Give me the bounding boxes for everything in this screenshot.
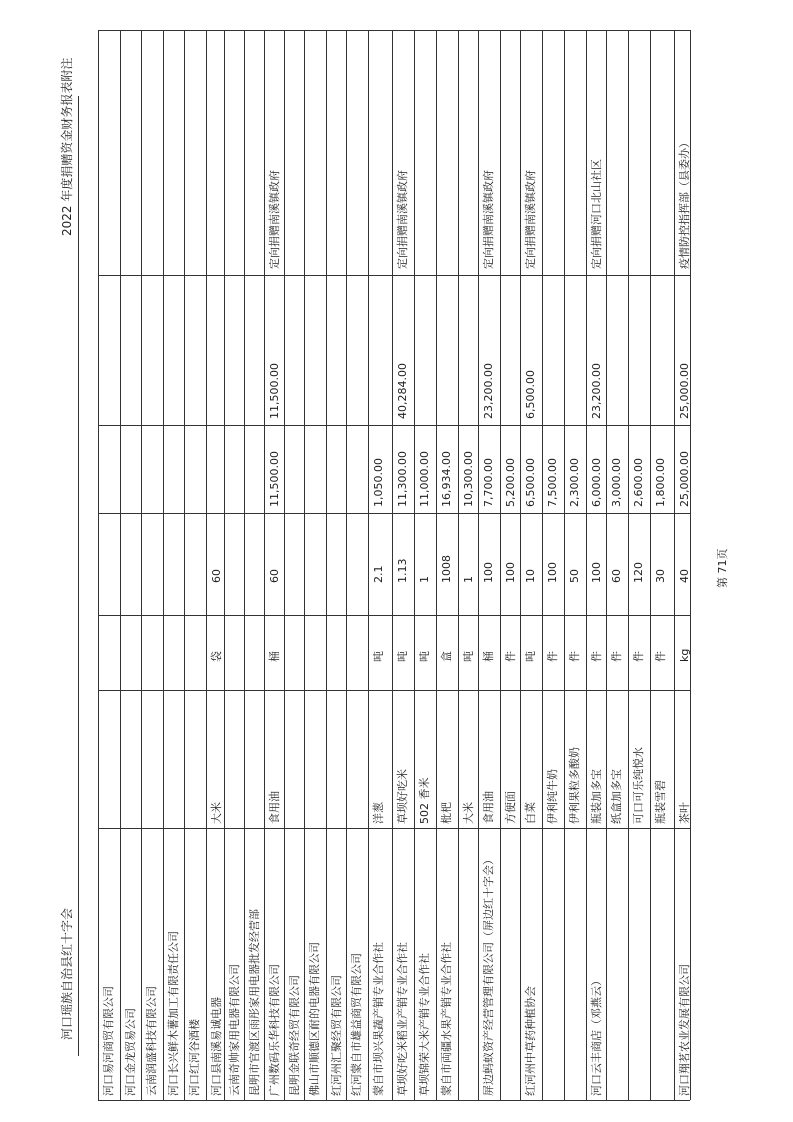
row-divider bbox=[244, 30, 245, 1100]
remark-cell: 定向捐赠南溪镇政府 bbox=[524, 170, 537, 269]
unit-cell: 桶 bbox=[268, 651, 281, 662]
item-cell: 瓶装雪碧 bbox=[654, 780, 667, 824]
donor-cell: 云南奇帅家用电器有限公司 bbox=[228, 964, 241, 1096]
donor-cell: 河口红河谷酒楼 bbox=[188, 1019, 201, 1096]
column-divider bbox=[98, 690, 690, 691]
donor-cell: 昆明市官渡区雨彤家用电器批发经营部 bbox=[248, 909, 261, 1096]
amount-cell: 11,300.00 bbox=[396, 451, 409, 507]
remark-cell: 定向捐赠南溪镇政府 bbox=[482, 170, 495, 269]
column-divider bbox=[98, 425, 690, 426]
unit-cell: 盒 bbox=[440, 651, 453, 662]
amount-cell: 25,000.00 bbox=[678, 451, 691, 507]
donor-cell: 红河州中草药种植协会 bbox=[524, 986, 537, 1096]
donor-cell: 河口云丰商店（邓燕云） bbox=[590, 975, 603, 1096]
table-border-bottom bbox=[98, 1100, 690, 1101]
column-divider bbox=[98, 513, 690, 514]
row-divider bbox=[224, 30, 225, 1100]
item-cell: 可口可乐纯悦水 bbox=[632, 747, 645, 824]
donor-cell: 云南润盛科技有限公司 bbox=[145, 986, 158, 1096]
row-divider bbox=[304, 30, 305, 1100]
table-border-left bbox=[98, 30, 99, 1100]
amount-cell: 11,000.00 bbox=[418, 451, 431, 507]
unit-cell: 吨 bbox=[524, 651, 537, 662]
amount-cell: 1,050.00 bbox=[372, 458, 385, 507]
item-cell: 大米 bbox=[210, 802, 223, 824]
unit-cell: 吨 bbox=[462, 651, 475, 662]
unit-cell: 件 bbox=[546, 651, 559, 662]
amount-cell: 2,600.00 bbox=[632, 458, 645, 507]
unit-cell: 件 bbox=[654, 651, 667, 662]
item-cell: 洋葱 bbox=[372, 802, 385, 824]
donor-cell: 红河蒙自市雄益商贸有限公司 bbox=[350, 953, 363, 1096]
row-divider bbox=[520, 30, 521, 1100]
item-cell: 食用油 bbox=[268, 791, 281, 824]
amount-cell: 11,500.00 bbox=[268, 451, 281, 507]
unit-cell: 袋 bbox=[210, 651, 223, 662]
row-divider bbox=[392, 30, 393, 1100]
total-cell: 6,500.00 bbox=[524, 370, 537, 419]
qty-cell: 40 bbox=[678, 569, 691, 583]
qty-cell: 1008 bbox=[440, 555, 453, 583]
header-right: 2022 年度捐赠资金财务报表附注 bbox=[60, 57, 74, 236]
unit-cell: 吨 bbox=[418, 651, 431, 662]
row-divider bbox=[650, 30, 651, 1100]
table-border-top bbox=[98, 30, 690, 31]
amount-cell: 3,000.00 bbox=[610, 458, 623, 507]
qty-cell: 100 bbox=[482, 562, 495, 583]
total-cell: 40,284.00 bbox=[396, 363, 409, 419]
total-cell: 23,200.00 bbox=[590, 363, 603, 419]
item-cell: 草坝好吃米 bbox=[396, 769, 409, 824]
remark-cell: 定向捐赠河口北山社区 bbox=[590, 159, 603, 269]
row-divider bbox=[564, 30, 565, 1100]
row-divider bbox=[284, 30, 285, 1100]
donor-cell: 昆明金联奇经贸有限公司 bbox=[288, 975, 301, 1096]
row-divider bbox=[606, 30, 607, 1100]
item-cell: 伊利纯牛奶 bbox=[546, 769, 559, 824]
row-divider bbox=[478, 30, 479, 1100]
qty-cell: 10 bbox=[524, 569, 537, 583]
row-divider bbox=[368, 30, 369, 1100]
donor-cell: 红河州汇聚经贸有限公司 bbox=[330, 975, 343, 1096]
item-cell: 食用油 bbox=[482, 791, 495, 824]
item-cell: 大米 bbox=[462, 802, 475, 824]
total-cell: 11,500.00 bbox=[268, 363, 281, 419]
row-divider bbox=[326, 30, 327, 1100]
row-divider bbox=[206, 30, 207, 1100]
column-divider bbox=[98, 275, 690, 276]
qty-cell: 1.13 bbox=[396, 558, 409, 583]
qty-cell: 50 bbox=[568, 569, 581, 583]
total-cell: 23,200.00 bbox=[482, 363, 495, 419]
qty-cell: 2.1 bbox=[372, 565, 385, 583]
item-cell: 方便面 bbox=[504, 791, 517, 824]
amount-cell: 7,700.00 bbox=[482, 458, 495, 507]
qty-cell: 100 bbox=[504, 562, 517, 583]
row-divider bbox=[436, 30, 437, 1100]
row-divider bbox=[542, 30, 543, 1100]
unit-cell: 件 bbox=[590, 651, 603, 662]
amount-cell: 2,300.00 bbox=[568, 458, 581, 507]
amount-cell: 10,300.00 bbox=[462, 451, 475, 507]
qty-cell: 60 bbox=[210, 569, 223, 583]
row-divider bbox=[628, 30, 629, 1100]
unit-cell: 件 bbox=[568, 651, 581, 662]
row-divider bbox=[120, 30, 121, 1100]
donor-cell: 河口长兴鲜木薯加工有限责任公司 bbox=[167, 931, 180, 1096]
row-divider bbox=[500, 30, 501, 1100]
amount-cell: 5,200.00 bbox=[504, 458, 517, 507]
donor-cell: 草坝锦荣大米产销专业合作社 bbox=[418, 953, 431, 1096]
donor-cell: 蒙自市坝兴果蔬产销专业合作社 bbox=[372, 942, 385, 1096]
row-divider bbox=[163, 30, 164, 1100]
page-number: 第 71页 bbox=[716, 548, 729, 588]
row-divider bbox=[184, 30, 185, 1100]
amount-cell: 1,800.00 bbox=[654, 458, 667, 507]
row-divider bbox=[264, 30, 265, 1100]
row-divider bbox=[346, 30, 347, 1100]
column-divider bbox=[98, 615, 690, 616]
donor-cell: 草坝好吃米稻业产销专业合作社 bbox=[396, 942, 409, 1096]
donor-cell: 河口易河商贸有限公司 bbox=[102, 986, 115, 1096]
row-divider bbox=[141, 30, 142, 1100]
donor-cell: 佛山市顺德区耐的电器有限公司 bbox=[308, 942, 321, 1096]
header-left: 河口瑶族自治县红十字会 bbox=[60, 907, 74, 1040]
unit-cell: 件 bbox=[610, 651, 623, 662]
unit-cell: 件 bbox=[504, 651, 517, 662]
donor-cell: 河口金龙贸易公司 bbox=[124, 1008, 137, 1096]
donor-cell: 河口县南溪易诚电器 bbox=[210, 997, 223, 1096]
qty-cell: 30 bbox=[654, 569, 667, 583]
item-cell: 茶叶 bbox=[678, 802, 691, 824]
qty-cell: 60 bbox=[268, 569, 281, 583]
remark-cell: 疫情防控指挥部（县委办） bbox=[678, 137, 691, 269]
amount-cell: 7,500.00 bbox=[546, 458, 559, 507]
item-cell: 白菜 bbox=[524, 802, 537, 824]
column-divider bbox=[98, 828, 690, 829]
item-cell: 瓶装加多宝 bbox=[590, 769, 603, 824]
qty-cell: 100 bbox=[546, 562, 559, 583]
qty-cell: 120 bbox=[632, 562, 645, 583]
amount-cell: 6,000.00 bbox=[590, 458, 603, 507]
amount-cell: 16,934.00 bbox=[440, 451, 453, 507]
unit-cell: 桶 bbox=[482, 651, 495, 662]
unit-cell: 吨 bbox=[396, 651, 409, 662]
row-divider bbox=[674, 30, 675, 1100]
item-cell: 伊利果粒多酸奶 bbox=[568, 747, 581, 824]
row-divider bbox=[586, 30, 587, 1100]
total-cell: 25,000.00 bbox=[678, 363, 691, 419]
item-cell: 纸盒加多宝 bbox=[610, 769, 623, 824]
item-cell: 枇杷 bbox=[440, 802, 453, 824]
remark-cell: 定向捐赠南溪镇政府 bbox=[396, 170, 409, 269]
remark-cell: 定向捐赠南溪镇政府 bbox=[268, 170, 281, 269]
item-cell: 502 香米 bbox=[418, 777, 431, 824]
row-divider bbox=[458, 30, 459, 1100]
donor-cell: 屏边蚂蚁资产经营管理有限公司（屏边红十字会） bbox=[482, 854, 495, 1096]
unit-cell: kg bbox=[678, 648, 691, 662]
qty-cell: 1 bbox=[462, 576, 475, 583]
donor-cell: 广州数码乐华科技有限公司 bbox=[268, 964, 281, 1096]
qty-cell: 1 bbox=[418, 576, 431, 583]
amount-cell: 6,500.00 bbox=[524, 458, 537, 507]
unit-cell: 吨 bbox=[372, 651, 385, 662]
qty-cell: 100 bbox=[590, 562, 603, 583]
unit-cell: 件 bbox=[632, 651, 645, 662]
donor-cell: 河口翔茗农业发展有限公司 bbox=[678, 964, 691, 1096]
donor-cell: 蒙自市両疆水果产销专业合作社 bbox=[440, 942, 453, 1096]
qty-cell: 60 bbox=[610, 569, 623, 583]
row-divider bbox=[414, 30, 415, 1100]
